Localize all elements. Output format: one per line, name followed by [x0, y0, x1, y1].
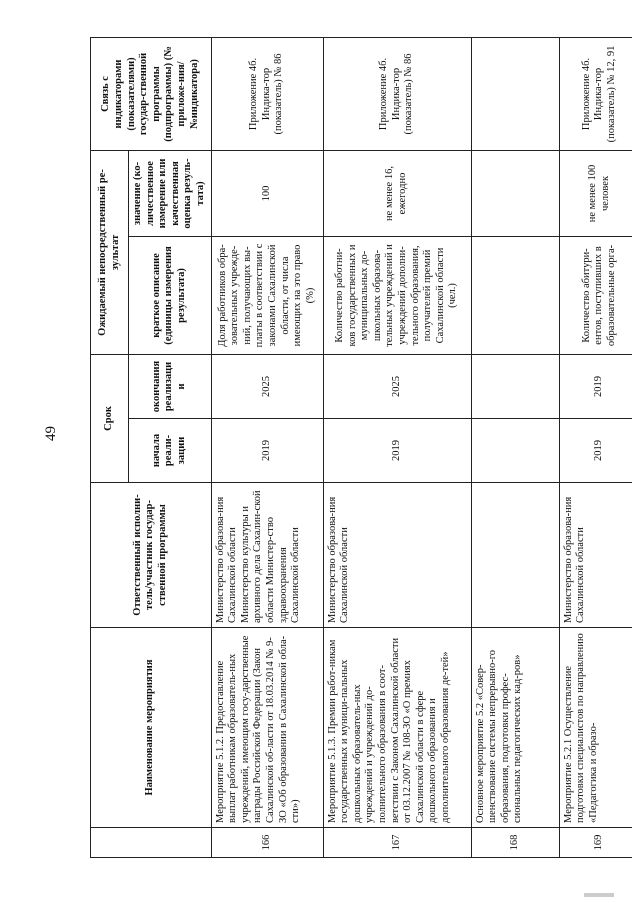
row-name: Мероприятие 5.1.3. Премии работ-никам государственных и муници-пальных дошкольных образователь-ных учреждений и учреждений до-полнительного образования в соот-ветствии с Законом Сахалинской области от 03.12.2007 № 108-ЗО «О премиях Сахалинской области в сфере дошкольного образования и дополнительного образования де-тей» — [323, 628, 471, 828]
row-start: 2019 — [559, 419, 632, 483]
header-start: начала реали-зации — [129, 419, 212, 483]
row-end: 2025 — [211, 354, 323, 418]
row-number: 166 — [211, 828, 323, 858]
row-number: 168 — [471, 828, 559, 858]
table-row — [559, 37, 632, 857]
header-value: значение (ко-личественное измерение или качественная оценка резуль-тата) — [129, 150, 212, 236]
row-number: 167 — [323, 828, 471, 858]
header-name: Наименование мероприятия — [91, 628, 212, 828]
header-num — [91, 828, 212, 858]
events-table — [90, 37, 632, 858]
row-responsible: Министерство образова-ния Сахалинской области — [559, 483, 632, 628]
scan-mark — [584, 893, 614, 897]
row-description: Количество абитури-ентов, поступивших в образовательные орга- — [559, 236, 632, 354]
row-end: 2025 — [323, 354, 471, 418]
table-row — [323, 37, 471, 857]
table-row — [471, 37, 559, 857]
row-end: 2019 — [559, 354, 632, 418]
row-start: 2019 — [323, 419, 471, 483]
row-value — [471, 150, 559, 236]
rotated-table-wrapper — [90, 38, 632, 858]
header-responsible: Ответственный исполни-тель/участник государ-ственной программы — [91, 483, 212, 628]
header-end: окончания реализации — [129, 354, 212, 418]
header-term: Срок — [91, 354, 129, 482]
header-description: краткое описание (единицы измерения результата) — [129, 236, 212, 354]
row-responsible: Министерство образова-ния Сахалинской области — [323, 483, 471, 628]
row-description: Количество работни-ков государственных и муниципальных до-школьных образова-тельных учреждений и учреждений дополни-тельного образования, получателей премий Сахалинской области (чел.) — [323, 236, 471, 354]
row-value: 100 — [211, 150, 323, 236]
row-link: Приложение 4б. Индика-тор (показатель) № 86 — [211, 37, 323, 150]
row-responsible — [471, 483, 559, 628]
header-link: Связь с индикаторами (показателями) государ-ственной программы (подпрограммы) (№ приложе-ния/№индикатора) — [91, 37, 212, 150]
row-description — [471, 236, 559, 354]
row-start — [471, 419, 559, 483]
row-start: 2019 — [211, 419, 323, 483]
header-result: Ожидаемый непосредственный ре-зультат — [91, 150, 129, 354]
row-name: Основное мероприятие 5.2 «Совер-шенствование системы непрерывно-го образования, подготовки профес-сиональных педагогических кад-ров» — [471, 628, 559, 828]
row-value: не менее 16, ежегодно — [323, 150, 471, 236]
row-description: Доля работников обра-зовательных учрежде-ний, получающих вы-платы в соответствии с законами Сахалинской области, от числа имеющих на это право (%) — [211, 236, 323, 354]
row-name: Мероприятие 5.2.1 Осуществление подготовки специалистов по направлению «Педагогика и образо- — [559, 628, 632, 828]
row-name: Мероприятие 5.1.2. Предоставление выплат работникам образователь-ных учреждений, имеющим госу-дарственные награды Российской Федерации (Закон Сахалинской об-ласти от 18.03.2014 № 9-ЗО «Об образовании в Сахалинской обла-сти») — [211, 628, 323, 828]
row-link: Приложение 4б. Индика-тор (показатель) № 12, 91 — [559, 37, 632, 150]
row-value: не менее 100 человек — [559, 150, 632, 236]
row-number: 169 — [559, 828, 632, 858]
row-end — [471, 354, 559, 418]
row-link — [471, 37, 559, 150]
page-number: 49 — [43, 426, 59, 441]
table-row — [211, 37, 323, 857]
row-link: Приложение 4б. Индика-тор (показатель) № 86 — [323, 37, 471, 150]
row-responsible: Министерство образова-ния Сахалинской области Министерство культуры и архивного дела Сахалин-ской области Министер-ство здравоохранения Сахалинской области — [211, 483, 323, 628]
